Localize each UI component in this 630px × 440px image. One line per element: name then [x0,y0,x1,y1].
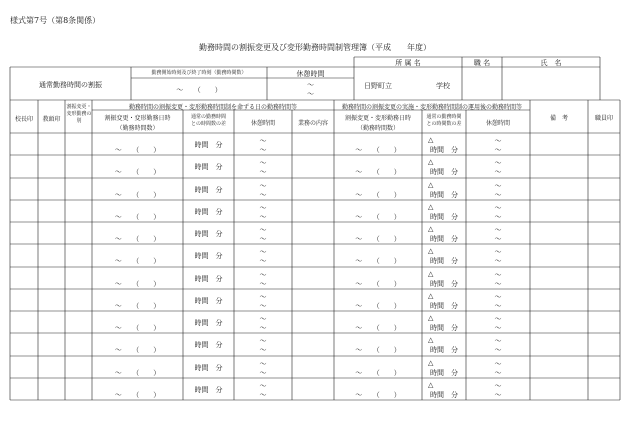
actual-datetime-value: 〜 （ ） [355,302,401,310]
staff-seal-cell[interactable] [588,178,620,200]
vice-principal-seal-cell[interactable] [38,200,65,222]
affiliation-header: 所 属 名 [395,59,421,67]
remarks-cell[interactable] [530,155,588,177]
task-content-cell[interactable] [292,289,334,311]
remarks-cell[interactable] [530,267,588,289]
principal-seal-cell[interactable] [10,289,38,311]
reduction-triangle: △ [428,247,434,255]
normal-hours-label: 通常勤務時間の割振 [39,81,102,89]
actual-diff-value: 時間 分 [430,191,458,199]
principal-seal-cell[interactable] [10,222,38,244]
task-content-cell[interactable] [292,378,334,400]
actual-datetime-value: 〜 （ ） [355,391,401,399]
vice-principal-seal-cell[interactable] [38,222,65,244]
actual-diff-value: 時間 分 [430,257,458,265]
order-break-value: 〜 [259,369,267,377]
actual-datetime-value: 〜 （ ） [355,146,401,154]
actual-datetime-value: 〜 （ ） [355,235,401,243]
order-diff-value: 時間 分 [194,275,223,283]
vice-principal-seal-cell[interactable] [38,378,65,400]
vice-principal-seal-cell[interactable] [38,267,65,289]
staff-seal-cell[interactable] [588,155,620,177]
distinction-cell[interactable] [65,155,92,177]
remarks-cell[interactable] [530,222,588,244]
actual-diff-value: 時間 分 [430,168,458,176]
actual-datetime-value: 〜 （ ） [355,324,401,332]
distinction-cell[interactable] [65,178,92,200]
principal-seal-cell[interactable] [10,178,38,200]
vice-principal-seal-header: 教頭印 [42,116,61,123]
principal-seal-cell[interactable] [10,378,38,400]
break-value-1: 〜 [307,81,314,89]
order-break-value: 〜 [259,182,267,190]
order-break-value: 〜 [259,346,267,354]
order-break-value: 〜 [259,391,267,399]
order-diff-value: 時間 分 [194,341,223,349]
staff-seal-header: 職員印 [594,115,613,122]
staff-seal-cell[interactable] [588,333,620,355]
actual-break-value: 〜 [494,226,502,234]
task-content-cell[interactable] [292,133,334,155]
reduction-triangle: △ [428,136,434,144]
order-datetime-value: 〜 （ ） [114,302,161,310]
order-diff-value: 時間 分 [194,208,223,216]
order-break-value: 〜 [259,159,267,167]
actual-break-header: 休憩時間 [485,120,510,127]
distinction-cell[interactable] [65,378,92,400]
task-content-cell[interactable] [292,178,334,200]
distinction-cell[interactable] [65,244,92,266]
town-label: 日野町立 [364,82,392,90]
order-diff-value: 時間 分 [194,386,223,394]
vice-principal-seal-cell[interactable] [38,178,65,200]
order-datetime-value: 〜 （ ） [114,346,161,354]
vice-principal-seal-cell[interactable] [38,333,65,355]
remarks-cell[interactable] [530,178,588,200]
remarks-cell[interactable] [530,200,588,222]
actual-diff-value: 時間 分 [430,324,458,332]
reduction-triangle: △ [428,292,434,300]
staff-seal-cell[interactable] [588,311,620,333]
actual-break-value: 〜 [494,315,502,323]
order-datetime-value: 〜 （ ） [114,235,161,243]
order-diff-value: 時間 分 [194,186,223,194]
order-datetime-value: 〜 （ ） [114,213,161,221]
order-datetime-value: 〜 （ ） [114,191,161,199]
staff-seal-cell[interactable] [588,133,620,155]
actual-break-value: 〜 [494,257,502,265]
vice-principal-seal-cell[interactable] [38,244,65,266]
staff-seal-cell[interactable] [588,378,620,400]
actual-diff-value: 時間 分 [430,346,458,354]
reduction-triangle: △ [428,314,434,322]
actual-break-value: 〜 [494,382,502,390]
actual-break-value: 〜 [494,159,502,167]
actual-datetime-value: 〜 （ ） [355,191,401,199]
order-break-value: 〜 [259,337,267,345]
order-diff-value: 時間 分 [194,141,223,149]
principal-seal-cell[interactable] [10,200,38,222]
task-content-cell[interactable] [292,222,334,244]
remarks-cell[interactable] [530,244,588,266]
order-datetime-value: 〜 （ ） [114,369,161,377]
order-datetime-value: 〜 （ ） [114,324,161,332]
distinction-cell[interactable] [65,222,92,244]
order-break-value: 〜 [259,248,267,256]
principal-seal-cell[interactable] [10,155,38,177]
actual-break-value: 〜 [494,280,502,288]
order-break-value: 〜 [259,213,267,221]
order-diff-subheader: との時間数の差 [190,121,226,127]
principal-seal-cell[interactable] [10,244,38,266]
staff-seal-cell[interactable] [588,289,620,311]
actual-break-value: 〜 [494,213,502,221]
order-break-value: 〜 [259,315,267,323]
vice-principal-seal-cell[interactable] [38,155,65,177]
actual-diff-value: 時間 分 [430,280,458,288]
actual-diff-value: 時間 分 [430,213,458,221]
order-break-value: 〜 [259,271,267,279]
reduction-triangle: △ [428,336,434,344]
distinction-header: 割振変更・変形勤務の別 [66,104,92,124]
order-datetime-value: 〜 （ ） [114,146,161,154]
task-content-cell[interactable] [292,155,334,177]
actual-break-value: 〜 [494,302,502,310]
name-field[interactable] [502,67,600,100]
order-break-value: 〜 [259,137,267,145]
task-content-cell[interactable] [292,244,334,266]
reduction-triangle: △ [428,270,434,278]
order-break-value: 〜 [259,280,267,288]
principal-seal-cell[interactable] [10,267,38,289]
order-break-value: 〜 [259,257,267,265]
remarks-header: 備 考 [549,115,568,122]
staff-seal-cell[interactable] [588,267,620,289]
principal-seal-cell[interactable] [10,333,38,355]
actual-schedule-header: 割振変更・変形勤務日時 [344,115,411,122]
distinction-cell[interactable] [65,267,92,289]
order-diff-value: 時間 分 [194,252,223,260]
staff-seal-cell[interactable] [588,222,620,244]
remarks-cell[interactable] [530,133,588,155]
order-group-header: 勤務時間の割振変更・変形勤務時間制を命ずる日の勤務時間等 [128,104,297,111]
break-header: 休憩時間 [296,70,325,78]
order-diff-value: 時間 分 [194,230,223,238]
order-schedule-subheader: （勤務時間数） [116,125,159,132]
vice-principal-seal-cell[interactable] [38,289,65,311]
order-break-value: 〜 [259,168,267,176]
order-datetime-value: 〜 （ ） [114,168,161,176]
order-break-value: 〜 [259,302,267,310]
order-break-value: 〜 [259,235,267,243]
staff-seal-cell[interactable] [588,244,620,266]
actual-datetime-value: 〜 （ ） [355,369,401,377]
reduction-triangle: △ [428,181,434,189]
school-suffix-label: 学校 [436,82,450,90]
distinction-cell[interactable] [65,311,92,333]
distinction-cell[interactable] [65,289,92,311]
order-break-value: 〜 [259,382,267,390]
order-datetime-value: 〜 （ ） [114,391,161,399]
actual-diff-value: 時間 分 [430,235,458,243]
order-break-value: 〜 [259,204,267,212]
order-break-value: 〜 [259,324,267,332]
actual-datetime-value: 〜 （ ） [355,280,401,288]
remarks-cell[interactable] [530,333,588,355]
staff-seal-cell[interactable] [588,356,620,378]
actual-diff-value: 時間 分 [430,369,458,377]
actual-break-value: 〜 [494,293,502,301]
actual-datetime-value: 〜 （ ） [355,257,401,265]
actual-break-value: 〜 [494,346,502,354]
order-schedule-header: 割振変更・変形勤務日時 [104,115,171,122]
order-diff-value: 時間 分 [194,364,223,372]
actual-break-value: 〜 [494,324,502,332]
vice-principal-seal-cell[interactable] [38,356,65,378]
actual-break-value: 〜 [494,182,502,190]
principal-seal-cell[interactable] [10,356,38,378]
actual-break-value: 〜 [494,191,502,199]
actual-diff-header: 通常の勤務時間 [426,114,462,120]
distinction-cell[interactable] [65,133,92,155]
actual-diff-value: 時間 分 [430,146,458,154]
document-title: 勤務時間の割振変更及び変形勤務時間制管理簿（平成 年度） [199,43,431,52]
order-diff-value: 時間 分 [194,297,223,305]
actual-break-value: 〜 [494,146,502,154]
actual-group-header: 勤務時間の割振変更の実施・変形勤務時間制の運用後の勤務時間等 [341,104,522,111]
order-break-value: 〜 [259,293,267,301]
actual-break-value: 〜 [494,168,502,176]
order-break-header: 休憩時間 [250,120,275,127]
task-content-cell[interactable] [292,200,334,222]
reduction-triangle: △ [428,158,434,166]
reduction-triangle: △ [428,203,434,211]
actual-schedule-subheader: （勤務時間数） [356,125,399,132]
actual-datetime-value: 〜 （ ） [355,213,401,221]
order-diff-value: 時間 分 [194,163,223,171]
order-diff-header: 通常の勤務時間 [190,114,226,120]
actual-break-value: 〜 [494,248,502,256]
task-content-cell[interactable] [292,311,334,333]
reduction-triangle: △ [428,359,434,367]
principal-seal-cell[interactable] [10,133,38,155]
remarks-cell[interactable] [530,378,588,400]
start-end-header: 勤務開始時刻及び終了時刻（勤務時間数） [151,70,247,76]
vice-principal-seal-cell[interactable] [38,311,65,333]
order-datetime-value: 〜 （ ） [114,280,161,288]
order-break-value: 〜 [259,146,267,154]
actual-break-value: 〜 [494,204,502,212]
actual-datetime-value: 〜 （ ） [355,168,401,176]
principal-seal-header: 校長印 [14,116,33,123]
vice-principal-seal-cell[interactable] [38,133,65,155]
actual-break-value: 〜 [494,137,502,145]
distinction-cell[interactable] [65,356,92,378]
reduction-triangle: △ [428,381,434,389]
principal-seal-cell[interactable] [10,311,38,333]
reduction-triangle: △ [428,225,434,233]
actual-break-value: 〜 [494,337,502,345]
order-break-value: 〜 [259,191,267,199]
task-content-header: 業務の内容 [297,120,328,127]
break-value-2: 〜 [307,90,314,98]
actual-datetime-value: 〜 （ ） [355,346,401,354]
actual-break-value: 〜 [494,271,502,279]
distinction-cell[interactable] [65,200,92,222]
position-field[interactable] [462,67,502,100]
order-break-value: 〜 [259,360,267,368]
task-content-cell[interactable] [292,267,334,289]
actual-break-value: 〜 [494,369,502,377]
task-content-cell[interactable] [292,356,334,378]
remarks-cell[interactable] [530,356,588,378]
remarks-cell[interactable] [530,289,588,311]
remarks-cell[interactable] [530,311,588,333]
order-break-value: 〜 [259,226,267,234]
order-diff-value: 時間 分 [194,319,223,327]
actual-break-value: 〜 [494,360,502,368]
actual-diff-subheader: との時間数の差 [426,121,462,127]
position-header: 職 名 [473,59,491,67]
task-content-cell[interactable] [292,333,334,355]
order-datetime-value: 〜 （ ） [114,257,161,265]
name-header: 氏 名 [540,59,562,67]
distinction-cell[interactable] [65,333,92,355]
actual-break-value: 〜 [494,391,502,399]
start-end-value: 〜 （ ） [176,86,222,94]
form-number: 様式第7号（第8条関係） [10,16,101,25]
staff-seal-cell[interactable] [588,200,620,222]
actual-diff-value: 時間 分 [430,391,458,399]
actual-diff-value: 時間 分 [430,302,458,310]
actual-break-value: 〜 [494,235,502,243]
